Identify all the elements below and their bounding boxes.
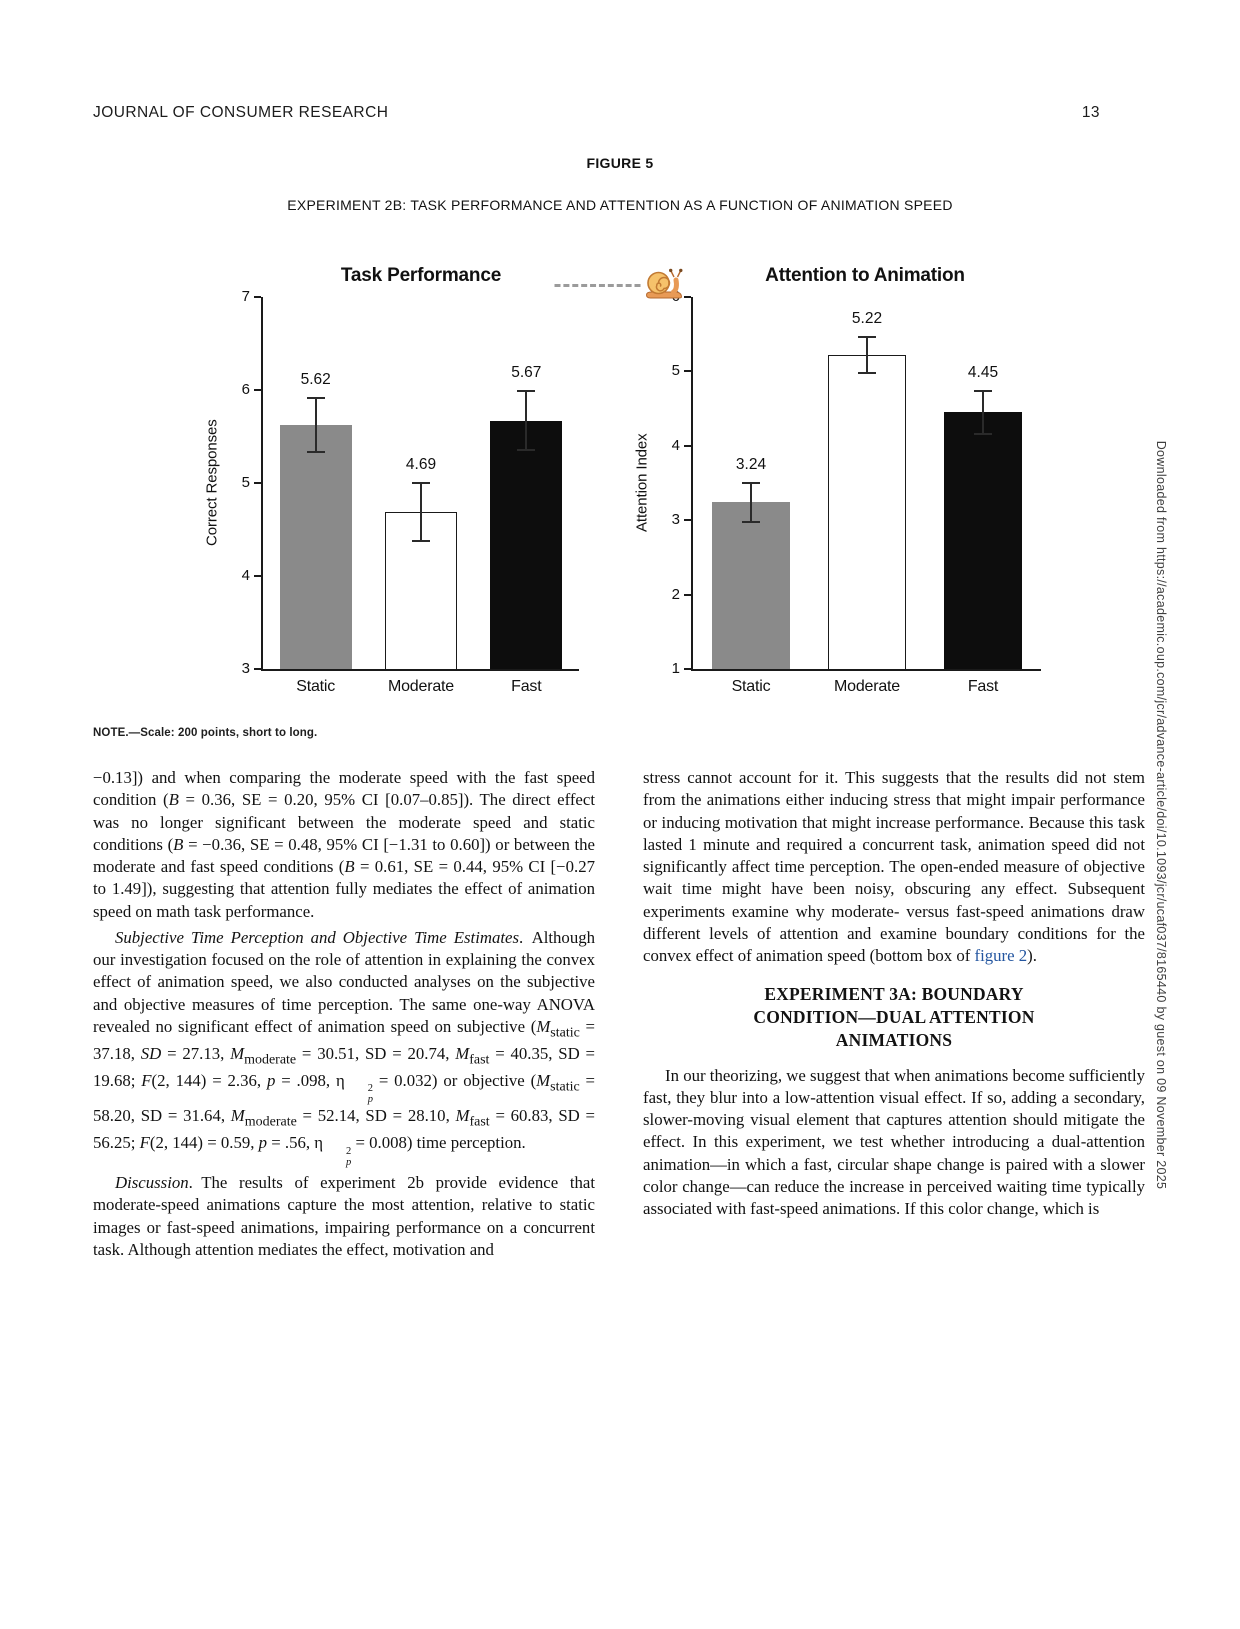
- y-tick-label: 5: [671, 362, 680, 380]
- y-axis-label: Correct Responses: [203, 419, 221, 547]
- plot-area: [261, 297, 579, 695]
- y-axis-ticks: [655, 297, 691, 677]
- y-tick-label: 6: [241, 381, 250, 398]
- y-tick-mark: [684, 370, 691, 372]
- figure-note: NOTE.—Scale: 200 points, short to long.: [93, 727, 318, 739]
- left-column: [93, 767, 595, 1261]
- bar-group-static: [712, 297, 790, 695]
- x-axis-label: Moderate: [387, 678, 454, 695]
- plot-area: [691, 297, 1041, 695]
- error-bar: [412, 482, 430, 542]
- snail-icon: [644, 267, 686, 303]
- bar-moderate: [828, 355, 906, 669]
- bar-group-static: [280, 297, 352, 695]
- y-tick-label: 4: [241, 567, 250, 584]
- bar-value-label: 3.24: [735, 455, 767, 473]
- y-tick-mark: [254, 482, 261, 484]
- bar-value-label: 5.67: [511, 364, 542, 381]
- bar-static: [712, 502, 790, 669]
- dashed-line: [555, 284, 641, 287]
- y-tick-label: 1: [671, 660, 680, 677]
- bar-value-label: 5.62: [300, 371, 331, 389]
- y-axis-label: Attention Index: [633, 433, 651, 533]
- bar-group-fast: [944, 297, 1022, 695]
- y-tick-label: 3: [671, 511, 680, 529]
- bar-fast: [490, 421, 562, 669]
- paragraph: Discussion. The results of experiment 2b provide evidence that moderate-speed animations capture the most attention, relative to static images or fast-speed animations, impairing performance on a concurrent task. Although attention mediates the effect, motivation and: [93, 1173, 595, 1259]
- figure-2-link[interactable]: figure 2: [974, 946, 1028, 965]
- figure-caption: EXPERIMENT 2B: TASK PERFORMANCE AND ATTENTION AS A FUNCTION OF ANIMATION SPEED: [287, 197, 953, 213]
- error-bar: [858, 336, 876, 375]
- y-tick-mark: [254, 575, 261, 577]
- y-tick-mark: [684, 519, 691, 521]
- y-tick-label: 4: [671, 436, 680, 454]
- x-axis-label: Fast: [967, 678, 999, 695]
- error-bar: [307, 397, 325, 453]
- x-axis-label: Static: [296, 678, 336, 695]
- bar-value-label: 4.45: [967, 364, 999, 381]
- y-tick-label: 7: [241, 288, 250, 305]
- x-axis-label: Moderate: [834, 678, 900, 695]
- snail-divider: [555, 267, 686, 303]
- error-bar: [974, 390, 992, 435]
- y-tick-mark: [254, 296, 261, 298]
- y-tick-mark: [684, 594, 691, 596]
- y-tick-mark: [254, 389, 261, 391]
- paragraph: Subjective Time Perception and Objective Time Estimates. Although our investigation focused on the role of attention in explaining the convex effect of animation speed, we also conducted analyses on the subjective and objective measures of time perception. The same one-way ANOVA revealed no significant effect of animation speed on subjective ($M_{static} = 37.18$, SD = 27.13, $M_{moderate} = 30.51$, SD = 20.74, $M_{fast} = 40.35$, SD = 19.68; F(2, 144) = 2.36, p = .098, η 2 p = 0.032) or objective ($M_{static} = 58.20$, SD = 31.64, $M_{moderate} = 52.14$, SD = 28.10, $M_{fast} = 60.83$, SD = 56.25; F(2, 144) = 0.59, p = .56, η 2 p = 0.008) time perception.: [93, 927, 595, 1168]
- bar-static: [280, 425, 352, 669]
- y-tick-mark: [684, 445, 691, 447]
- chart-title: Task Performance: [340, 265, 502, 286]
- bar-value-label: 5.22: [851, 309, 883, 327]
- paragraph: −0.13]) and when comparing the moderate speed with the fast speed condition (B = 0.36, SE = 0.20, 95% CI [0.07–0.85]). The direct effect was no longer significant between the moderate speed and static conditions (B = −0.36, SE = 0.48, 95% CI [−1.31 to 0.60]) or between the moderate and fast speed conditions (B = 0.61, SE = 0.44, 95% CI [−0.27 to 1.49]), suggesting that attention fully mediates the effect of animation speed on math task performance.: [93, 768, 596, 921]
- download-watermark: Downloaded from https://academic.oup.com/jcr/advance-article/doi/10.1093/jcr/ucaf037/8165440 by guest on 09 November 2025: [1154, 440, 1168, 1189]
- bar-group-fast: [490, 297, 562, 695]
- bar-value-label: 4.69: [405, 456, 437, 474]
- page-number: 13: [1081, 104, 1100, 121]
- chart-title: Attention to Animation: [765, 265, 965, 286]
- page-header: [0, 0, 1240, 122]
- x-axis-label: Static: [731, 678, 771, 695]
- error-bar: [517, 390, 535, 451]
- task-performance-chart: [199, 265, 579, 709]
- journal-name: JOURNAL OF CONSUMER RESEARCH: [93, 104, 389, 121]
- y-tick-mark: [254, 668, 261, 670]
- bar-fast: [944, 412, 1022, 669]
- paragraph: stress cannot account for it. This suggests that the results did not stem from the animations either inducing stress that might impair performance or inducing motivation that might increase performance. Because this task lasted 1 minute and required a concurrent task, animation speed did not significantly affect time perception. The open-ended measure of objective wait time might have been noisy, obscuring any effect. Subsequent experiments examine why moderate- versus fast-speed animations draw different levels of attention and examine boundary conditions for the convex effect of animation speed (bottom box of figure 2).: [643, 768, 1145, 965]
- y-axis-ticks: [225, 288, 261, 677]
- bar-group-moderate: [828, 297, 906, 695]
- y-tick-label: 5: [241, 474, 250, 491]
- x-axis-label: Fast: [511, 678, 542, 695]
- figure-5: [0, 265, 1240, 709]
- error-bar: [742, 482, 760, 524]
- paragraph: In our theorizing, we suggest that when animations become sufficiently fast, they blur into a low-attention visual effect. If so, adding a secondary, slower-moving visual element that captures attention should mitigate the effect. In this experiment, we test whether introducing a dual-attention animation—in which a fast, circular shape change is paired with a slower color change—can reduce the increase in perceived waiting time typically associated with fast-speed animations. If this color change, which is: [643, 1065, 1145, 1219]
- section-heading: EXPERIMENT 3A: BOUNDARY CONDITION—DUAL ATTENTION ANIMATIONS: [753, 984, 1035, 1051]
- article-body: [93, 767, 1145, 1261]
- right-column: [643, 767, 1145, 1261]
- figure-label: FIGURE 5: [586, 155, 654, 171]
- y-tick-label: 3: [241, 660, 250, 677]
- y-tick-mark: [684, 668, 691, 670]
- bar-group-moderate: [385, 297, 457, 695]
- attention-chart: [629, 265, 1041, 709]
- y-tick-label: 2: [671, 585, 680, 603]
